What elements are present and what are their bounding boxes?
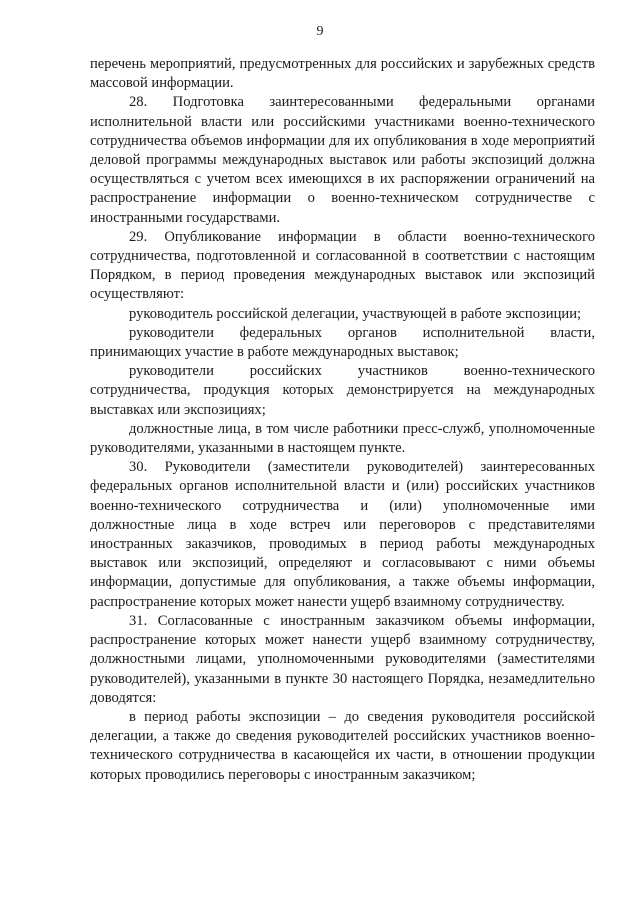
paragraph: 28. Подготовка заинтересованными федеральными органами исполнительной власти или российскими участниками военно-технического сотрудничества объемов информации для их опубликования в ходе мероприятий деловой программы международных выставок или работы экспозиций должна осуществляться с учетом всех имеющихся в их распоряжении ограничений на распространение информации о военно-техническом сотрудничестве с иностранными государствами. <box>90 94 595 226</box>
paragraph: в период работы экспозиции – до сведения руководителя российской делегации, а также до сведения руководителей российских участников военно-технического сотрудничества в касающейся их части, в отношении продукции которых проводились переговоры с иностранным заказчиком; <box>90 708 595 783</box>
paragraph: должностные лица, в том числе работники пресс-служб, уполномоченные руководителями, указанными в настоящем пункте. <box>90 420 595 457</box>
paragraph: руководители федеральных органов исполнительной власти, принимающих участие в работе международных выставок; <box>90 324 595 361</box>
paragraph: руководитель российской делегации, участвующей в работе экспозиции; <box>129 305 582 322</box>
paragraph: 29. Опубликование информации в области военно-технического сотрудничества, подготовленной и согласованной в соответствии с настоящим Порядком, в период проведения международных выставок или экспозиций осуществляют: <box>90 228 595 303</box>
paragraph: 31. Согласованные с иностранным заказчиком объемы информации, распространение которых может нанести ущерб взаимному сотрудничеству, должностными лицами, уполномоченными руководителями (заместителями руководителей), указанными в пункте 30 настоящего Порядка, незамедлительно доводятся: <box>90 612 595 706</box>
paragraph: руководители российских участников военно-технического сотрудничества, продукция которых демонстрируется на международных выставках или экспозициях; <box>90 363 595 418</box>
document-body <box>90 55 595 785</box>
paragraph: перечень мероприятий, предусмотренных для российских и зарубежных средств массовой информации. <box>90 56 595 92</box>
paragraph: 30. Руководители (заместители руководителей) заинтересованных федеральных органов исполнительной власти и (или) российских участников военно-технического сотрудничества и (или) уполномоченные ими должностные лица в ходе встреч или переговоров с представителями иностранных заказчиков, проводимых в период работы международных выставок или экспозиций, определяют и согласовывают с ними объемы информации, допустимые для опубликования, а также объемы информации, распространение которых может нанести ущерб взаимному сотрудничеству. <box>90 459 595 610</box>
page-number: 9 <box>316 24 324 39</box>
